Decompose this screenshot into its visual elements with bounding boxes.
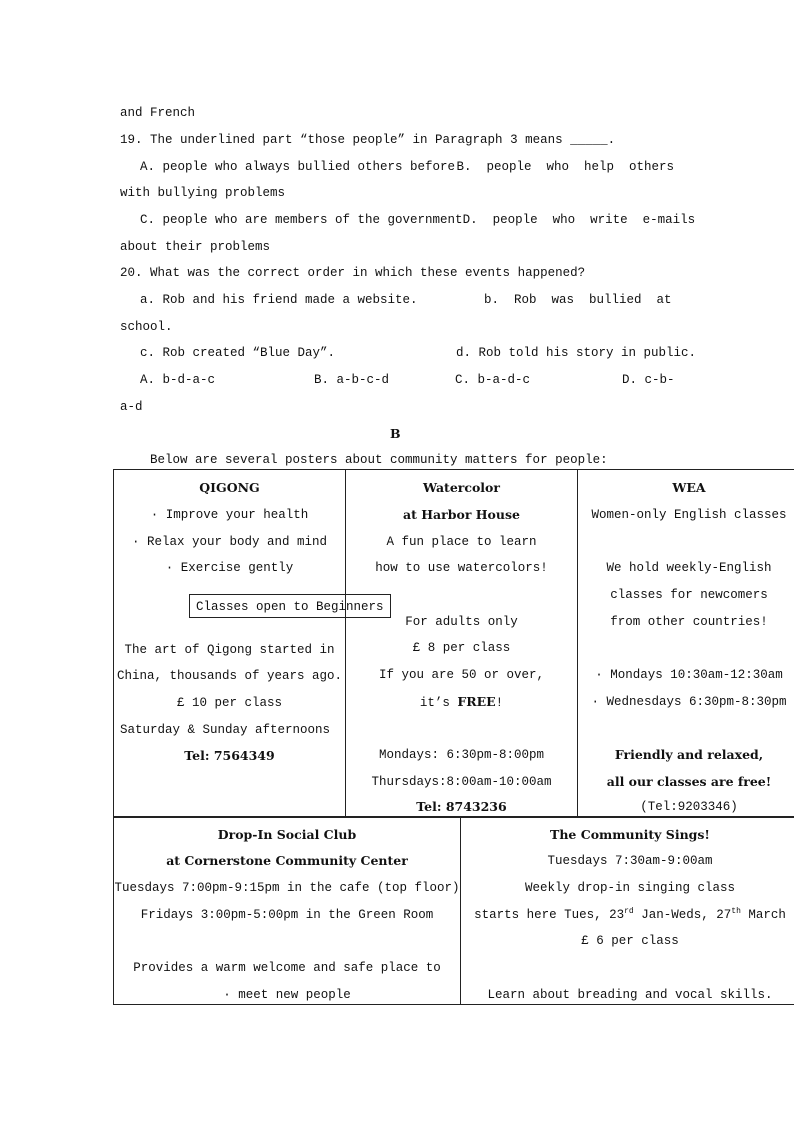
watercolor-line-1: A fun place to learn [386,535,537,549]
q20-stem: 20. What was the correct order in which these events happened? [120,266,586,280]
wea-subtitle: Women-only English classes [591,508,787,522]
sings-starts-a: starts here Tues, 23 [474,908,625,922]
wea-line-2: classes for newcomers [610,588,768,602]
poster-community-sings [461,817,794,1005]
qigong-time: Saturday & Sunday afternoons [120,723,331,737]
wea-line-3: from other countries! [610,615,768,629]
dropin-meet: · meet new people [223,988,351,1002]
sings-time: Tuesdays 7:30am-9:00am [547,854,713,868]
watercolor-line-2: how to use watercolors! [375,561,548,575]
watercolor-tel: Tel: 8743236 [416,799,507,814]
wea-friendly: Friendly and relaxed, [614,747,764,762]
q19-option-d-cont: about their problems [120,240,271,254]
watercolor-free-line [346,694,577,711]
qigong-desc-2: China, thousands of years ago. [116,669,343,683]
poster-wea [578,470,794,818]
wea-title: WEA [672,480,706,495]
q20-event-c: c. Rob created “Blue Day”. [140,346,336,360]
qigong-price: £ 10 per class [176,696,283,710]
watercolor-free-post: ! [495,696,504,710]
sings-learn: Learn about breading and vocal skills. [487,988,773,1002]
wea-tel: (Tel:9203346) [640,800,738,814]
qigong-bullet-2: · Relax your body and mind [131,535,328,549]
watercolor-free-pre: it’s [419,696,458,710]
watercolor-over50: If you are 50 or over, [378,668,545,682]
q20-event-b-cont: school. [120,320,173,334]
q19-options-ab [140,159,674,175]
sings-starts-b: Jan-Weds, 27 [633,908,732,922]
dropin-provides: Provides a warm welcome and safe place to [133,961,441,975]
q20-option-c: C. b-a-d-c [455,373,531,387]
wea-wed: · Wednesdays 6:30pm-8:30pm [591,695,787,709]
qigong-bullet-1: · Improve your health [150,508,309,522]
dropin-tue: Tuesdays 7:00pm-9:15pm in the cafe (top floor) [114,881,460,895]
q19-option-b-cont: with bullying problems [120,186,286,200]
sings-starts [461,907,794,923]
qigong-tel: Tel: 7564349 [184,748,275,763]
qigong-title: QIGONG [199,480,260,495]
wea-line-1: We hold weekly-English [606,561,772,575]
qigong-bullet-3: · Exercise gently [165,561,294,575]
watercolor-free-bold: FREE [457,694,496,709]
sings-starts-sup-2: th [731,906,741,916]
q20-event-a: a. Rob and his friend made a website. [140,293,418,307]
poster-dropin [114,817,461,1005]
sings-title: The Community Sings! [550,827,710,842]
qigong-boxed-note: Classes open to Beginners [189,594,391,618]
sings-price: £ 6 per class [581,934,679,948]
sings-starts-sup-1: rd [624,906,634,916]
wea-free: all our classes are free! [606,774,772,789]
watercolor-subtitle: at Harbor House [403,507,520,522]
watercolor-price: £ 8 per class [412,641,511,655]
section-letter: B [390,426,401,441]
q20-option-d: D. c-b- [622,373,675,387]
qigong-boxed-note-wrap [114,578,384,634]
poster-qigong [114,470,384,818]
carry-over-line: and French [120,106,196,120]
dropin-title: Drop-In Social Club [217,827,357,842]
q19-option-d: D. people who write e-mails [462,213,696,227]
qigong-desc-1: The art of Qigong started in [124,643,335,657]
q20-event-b: b. Rob was bullied at [484,293,672,307]
q20-option-a: A. b-d-a-c [140,373,216,387]
watercolor-adults: For adults only [405,615,518,629]
watercolor-mon: Mondays: 6:30pm-8:00pm [378,748,545,762]
q20-event-d: d. Rob told his story in public. [456,346,697,360]
section-intro: Below are several posters about community matters for people: [150,453,608,467]
sings-starts-c: March [740,908,786,922]
dropin-subtitle: at Cornerstone Community Center [166,853,408,868]
q19-option-a: A. people who always bullied others before [140,160,456,174]
q19-option-b: B. people who help others [456,160,674,174]
q19-stem: 19. The underlined part “those people” in Paragraph 3 means _____. [120,133,616,147]
watercolor-title: Watercolor [423,480,500,495]
sings-weekly: Weekly drop-in singing class [524,881,736,895]
q19-options-cd [140,212,696,228]
q19-option-c: C. people who are members of the government [140,213,463,227]
dropin-fri: Fridays 3:00pm-5:00pm in the Green Room [140,908,434,922]
posters-row-1 [113,469,794,818]
wea-mon: · Mondays 10:30am-12:30am [595,668,783,682]
q20-option-d-cont: a-d [120,400,143,414]
posters-row-2 [113,816,794,1005]
watercolor-thu: Thursdays:8:00am-10:00am [371,775,552,789]
q20-option-b: B. a-b-c-d [314,373,390,387]
poster-watercolor [346,470,578,818]
